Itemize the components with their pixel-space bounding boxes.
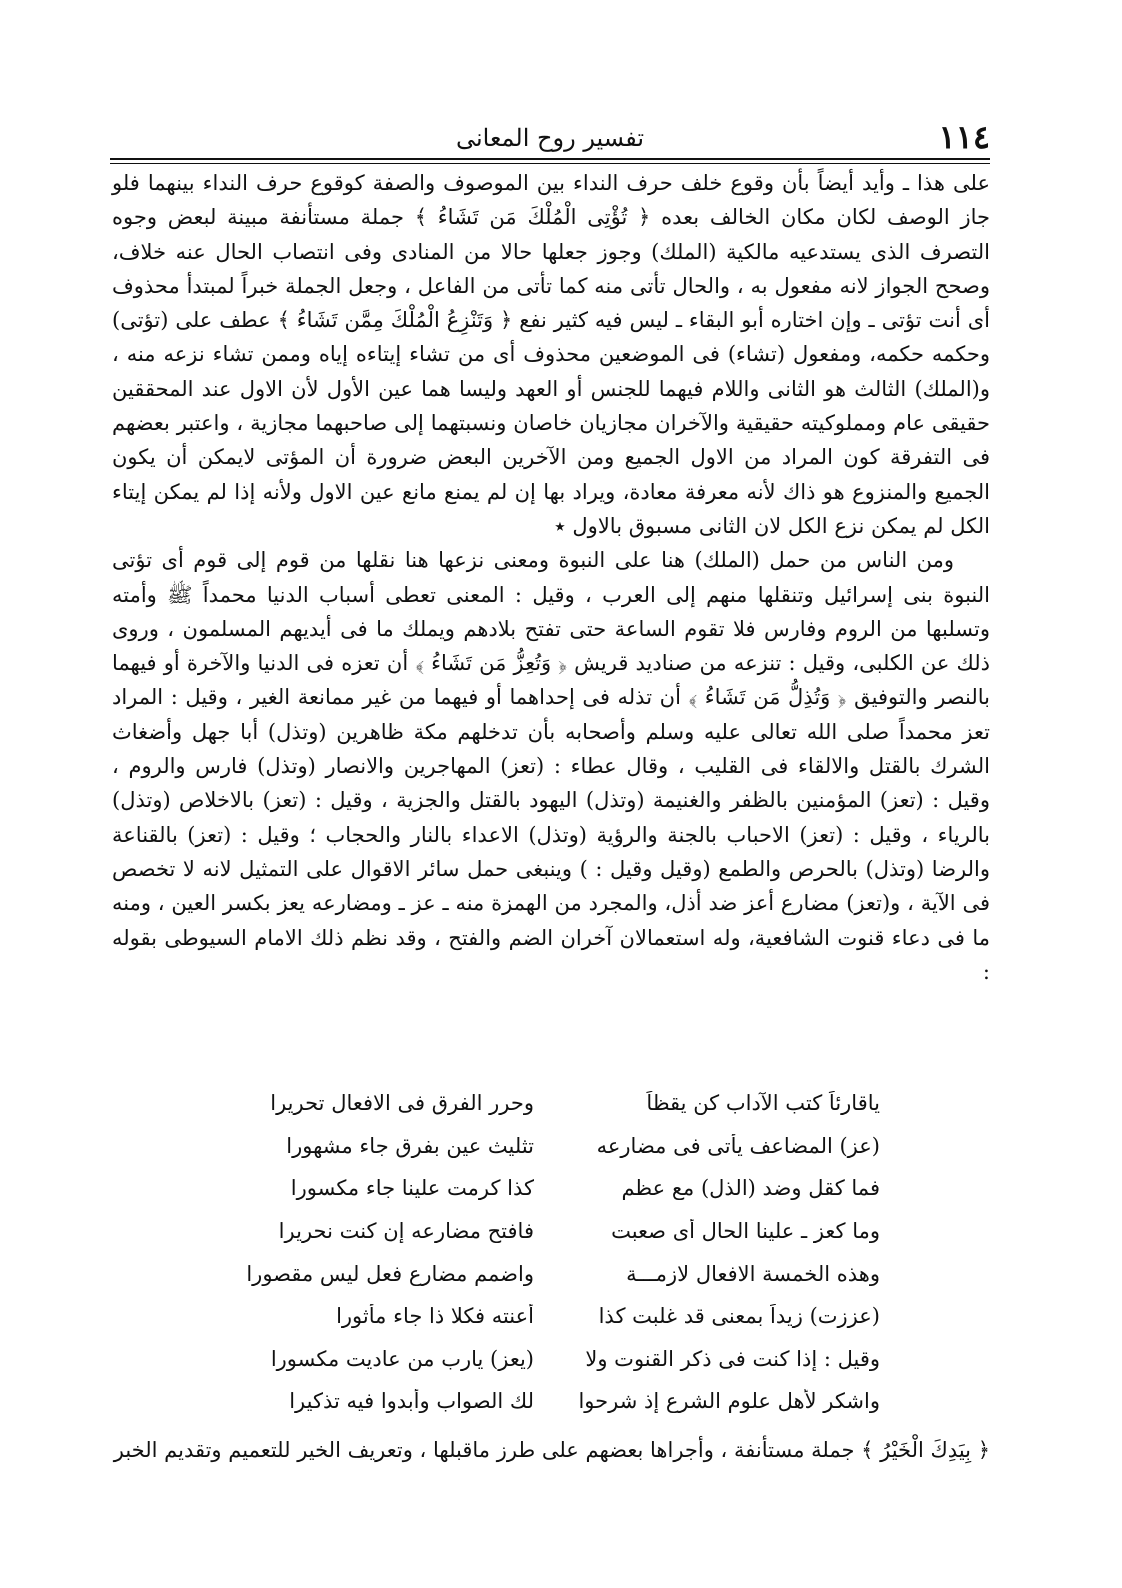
- verse-first-hemistich: وما كعز ـ علينا الحال أى صعبت: [611, 1219, 880, 1244]
- verse-second-hemistich: تثليث عين بفرق جاء مشهورا: [286, 1133, 534, 1158]
- verse-first-hemistich: (عززت) زيداً بمعنى قد غلبت كذا: [598, 1304, 880, 1329]
- verse-row: [200, 1338, 880, 1381]
- verse-second-hemistich: (يعز) يارب من عاديت مكسورا: [270, 1346, 534, 1371]
- verse-first-hemistich: وهذه الخمسة الافعال لازمـــة: [626, 1261, 880, 1286]
- paragraph-1: على هذا ـ وأيد أيضاً بأن وقوع خلف حرف النداء بين الموصوف والصفة كوقوع حرف النداء بينهما فلو جاز الوصف لكان مكان الخالف بعده ﴿ تُؤْتِى الْمُلْكَ مَن تَشَاءُ ﴾ جملة مستأنفة مبينة لبعض وجوه التصرف الذى يستدعيه مالكية (الملك) وجوز جعلها حالا من المنادى وفى انتصاب الحال عنه خلاف، وصحح الجواز لانه مفعول به ، والحال تأتى منه كما تأتى من الفاعل ، وجعل الجملة خبراً لمبتدأ محذوف أى أنت تؤتى ـ وإن اختاره أبو البقاء ـ ليس فيه كثير نفع ﴿ وَتَنْزِعُ الْمُلْكَ مِمَّن تَشَاءُ ﴾ عطف على (تؤتى) وحكمه حكمه، ومفعول (تشاء) فى الموضعين محذوف أى من تشاء إيتاءه إياه وممن تشاء نزعه منه ، و(الملك) الثالث هو الثانى واللام فيهما للجنس أو العهد وليسا هما عين الأول لأن الاول عند المحققين حقيقى عام ومملوكيته حقيقية والآخران مجازيان خاصان ونسبتهما إلى صاحبهما مجازية ، واعتبر بعضهم فى التفرقة كون المراد من الاول الجميع ومن الآخرين البعض ضرورة أن المؤتى لايمكن أن يكون الجميع والمنزوع هو ذاك لأنه معرفة معادة، ويراد بها إن لم يمنع مانع عين الاول ولأنه إذا لم يمكن إيتاء الكل لم يمكن نزع الكل لان الثانى مسبوق بالاول ٭: [112, 171, 990, 538]
- verse-row: [200, 1082, 880, 1125]
- verse-second-hemistich: لك الصواب وأبدوا فيه تذكيرا: [289, 1389, 534, 1414]
- verse-row: [200, 1125, 880, 1168]
- page-number: ١١٤: [938, 118, 990, 156]
- verse-second-hemistich: وحرر الفرق فى الافعال تحريرا: [270, 1091, 534, 1116]
- verse-first-hemistich: فما كقل وضد (الذل) مع عظم: [621, 1176, 880, 1201]
- verse-row: [200, 1295, 880, 1338]
- verse-second-hemistich: واضمم مضارع فعل ليس مقصورا: [246, 1261, 534, 1286]
- verse-first-hemistich: واشكر لأهل علوم الشرع إذ شرحوا: [578, 1389, 880, 1414]
- closing-line: ﴿ بِيَدِكَ الْخَيْرُ ﴾ جملة مستأنفة ، وأجراها بعضهم على طرز ماقبلها ، وتعريف الخير للتعميم وتقديم الخبر: [113, 1438, 990, 1462]
- paragraph-2: ومن الناس من حمل (الملك) هنا على النبوة ومعنى نزعها هنا نقلها من قوم إلى قوم أى تؤتى النبوة بنى إسرائيل وتنقلها منهم إلى العرب ، وقيل : المعنى تعطى أسباب الدنيا محمداً ﷺ وأمته وتسلبها من الروم وفارس فلا تقوم الساعة حتى تفتح بلادهم ويملك ما فى أيديهم المسلمون ، وروى ذلك عن الكلبى، وقيل : تنزعه من صناديد قريش ﴿ وَتُعِزُّ مَن تَشَاءُ ﴾ أن تعزه فى الدنيا والآخرة أو فيهما بالنصر والتوفيق ﴿ وَتُذِلُّ مَن تَشَاءُ ﴾ أن تذله فى إحداهما أو فيهما من غير ممانعة الغير ، وقيل : المراد تعز محمداً صلى الله تعالى عليه وسلم وأصحابه بأن تدخلهم مكة ظاهرين (وتذل) أبا جهل وأضغاث الشرك بالقتل والالقاء فى القليب ، وقال عطاء : (تعز) المهاجرين والانصار (وتذل) فارس والروم ، وقيل : (تعز) المؤمنين بالظفر والغنيمة (وتذل) اليهود بالقتل والجزية ، وقيل : (تعز) بالاخلاص (وتذل) بالرياء ، وقيل : (تعز) الاحباب بالجنة والرؤية (وتذل) الاعداء بالنار والحجاب ؛ وقيل : (تعز) بالقناعة والرضا (وتذل) بالحرص والطمع (وقيل وقيل : ) وينبغى حمل سائر الاقوال على التمثيل لانه لا تخصص فى الآية ، و(تعز) مضارع أعز ضد أذل، والمجرد من الهمزة منه ـ عز ـ ومضارعه يعز بكسر العين ، ومنه ما فى دعاء قنوت الشافعية، وله استعمالان آخران الضم والفتح ، وقد نظم ذلك الامام السيوطى بقوله :: [112, 548, 990, 984]
- verse-first-hemistich: (عز) المضاعف يأتى فى مضارعه: [596, 1133, 880, 1158]
- verse-row: [200, 1210, 880, 1253]
- verse-second-hemistich: أعنته فكلا ذا جاء مأثورا: [336, 1304, 534, 1329]
- verse-row: [200, 1167, 880, 1210]
- running-title: تفسير روح المعانى: [455, 124, 645, 152]
- verse-row: [200, 1380, 880, 1423]
- page-header: [110, 118, 990, 162]
- verse-first-hemistich: وقيل : إذا كنت فى ذكر القنوت ولا: [585, 1346, 880, 1371]
- verse-second-hemistich: كذا كرمت علينا جاء مكسورا: [290, 1176, 534, 1201]
- header-rule-thin: [110, 163, 990, 164]
- verse-first-hemistich: ياقارئاً كتب الآداب كن يقظاً: [646, 1091, 880, 1116]
- verse-row: [200, 1252, 880, 1295]
- verse-second-hemistich: فافتح مضارعه إن كنت نحريرا: [278, 1219, 534, 1244]
- poem-verses: [200, 1082, 880, 1423]
- commentary-body: [112, 166, 990, 989]
- header-rule-thick: [110, 158, 990, 160]
